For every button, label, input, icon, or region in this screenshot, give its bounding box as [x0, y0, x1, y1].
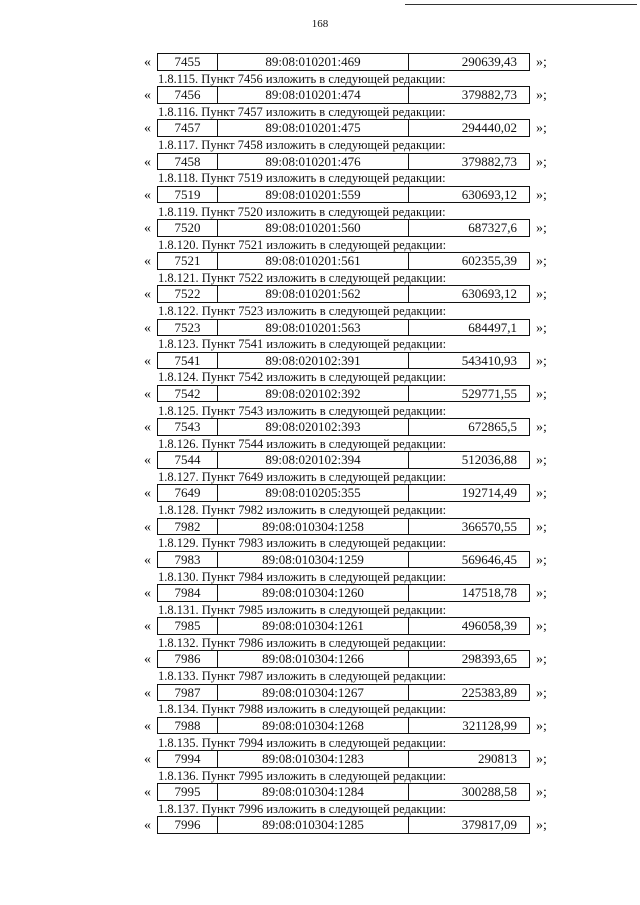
table-row	[140, 816, 570, 836]
item-number-cell: 7543	[158, 419, 218, 435]
item-number-cell: 7985	[158, 618, 218, 634]
amendment-caption: 1.8.133. Пункт 7987 изложить в следующей редакции:	[158, 669, 447, 684]
table-row	[140, 53, 570, 73]
cadastral-number-cell: 89:08:010201:562	[218, 286, 409, 302]
amendment-caption: 1.8.128. Пункт 7982 изложить в следующей редакции:	[158, 503, 447, 518]
cadastral-number-cell: 89:08:010304:1267	[218, 685, 409, 701]
page-number: 168	[311, 18, 329, 30]
cadastral-number-cell: 89:08:020102:394	[218, 452, 409, 468]
closing-quote: »;	[536, 552, 547, 568]
closing-quote: »;	[536, 519, 547, 535]
entry-table	[157, 750, 530, 768]
opening-quote: «	[144, 187, 151, 203]
amendment-caption: 1.8.130. Пункт 7984 изложить в следующей редакции:	[158, 569, 447, 584]
closing-quote: »;	[536, 353, 547, 369]
item-number-cell: 7520	[158, 220, 218, 236]
opening-quote: «	[144, 220, 151, 236]
top-rule	[405, 4, 637, 5]
closing-quote: »;	[536, 187, 547, 203]
closing-quote: »;	[536, 619, 547, 635]
cadastral-number-cell: 89:08:010304:1266	[218, 651, 409, 667]
cadastral-number-cell: 89:08:010201:563	[218, 320, 409, 336]
entry-table	[157, 816, 530, 834]
opening-quote: «	[144, 718, 151, 734]
item-number-cell: 7988	[158, 718, 218, 734]
cadastral-number-cell: 89:08:010201:561	[218, 253, 409, 269]
item-number-cell: 7455	[158, 54, 218, 70]
item-number-cell: 7987	[158, 685, 218, 701]
cadastral-number-cell: 89:08:010201:474	[218, 87, 409, 103]
table-row	[140, 518, 570, 538]
opening-quote: «	[144, 552, 151, 568]
entry-table	[157, 717, 530, 735]
closing-quote: »;	[536, 220, 547, 236]
amendment-caption: 1.8.124. Пункт 7542 изложить в следующей редакции:	[158, 370, 447, 385]
item-number-cell: 7986	[158, 651, 218, 667]
opening-quote: «	[144, 353, 151, 369]
closing-quote: »;	[536, 486, 547, 502]
table-row	[140, 86, 570, 106]
cadastral-number-cell: 89:08:010304:1268	[218, 718, 409, 734]
entry-table	[157, 153, 530, 171]
value-cell: 379882,73	[461, 153, 517, 169]
cadastral-number-cell: 89:08:010201:469	[218, 54, 409, 70]
entry-table	[157, 252, 530, 270]
value-cell: 512036,88	[461, 452, 517, 468]
opening-quote: «	[144, 619, 151, 635]
opening-quote: «	[144, 751, 151, 767]
table-row	[140, 484, 570, 504]
item-number-cell: 7456	[158, 87, 218, 103]
entry-table	[157, 684, 530, 702]
amendment-caption: 1.8.123. Пункт 7541 изложить в следующей редакции:	[158, 337, 447, 352]
closing-quote: »;	[536, 386, 547, 402]
amendment-caption: 1.8.117. Пункт 7458 изложить в следующей редакции:	[158, 138, 446, 153]
cadastral-number-cell: 89:08:020102:391	[218, 353, 409, 369]
cadastral-number-cell: 89:08:020102:393	[218, 419, 409, 435]
entry-table	[157, 783, 530, 801]
amendment-caption: 1.8.122. Пункт 7523 изложить в следующей редакции:	[158, 304, 447, 319]
table-row	[140, 186, 570, 206]
entry-table	[157, 53, 530, 71]
closing-quote: »;	[536, 88, 547, 104]
table-row	[140, 153, 570, 173]
table-row	[140, 584, 570, 604]
amendment-caption: 1.8.119. Пункт 7520 изложить в следующей редакции:	[158, 204, 446, 219]
cadastral-number-cell: 89:08:010201:476	[218, 154, 409, 170]
entry-table	[157, 352, 530, 370]
closing-quote: »;	[536, 154, 547, 170]
item-number-cell: 7994	[158, 751, 218, 767]
value-cell: 290813	[478, 750, 517, 766]
value-cell: 294440,02	[461, 120, 517, 136]
opening-quote: «	[144, 55, 151, 70]
item-number-cell: 7996	[158, 817, 218, 833]
cadastral-number-cell: 89:08:010304:1283	[218, 751, 409, 767]
table-row	[140, 285, 570, 305]
closing-quote: »;	[536, 685, 547, 701]
table-row	[140, 750, 570, 770]
value-cell: 496058,39	[461, 618, 517, 634]
closing-quote: »;	[536, 420, 547, 436]
cadastral-number-cell: 89:08:010304:1258	[218, 519, 409, 535]
closing-quote: »;	[536, 751, 547, 767]
closing-quote: »;	[536, 586, 547, 601]
table-row	[140, 418, 570, 438]
item-number-cell: 7541	[158, 353, 218, 369]
value-cell: 366570,55	[461, 518, 517, 534]
amendment-caption: 1.8.115. Пункт 7456 изложить в следующей редакции:	[158, 71, 446, 86]
cadastral-number-cell: 89:08:010205:355	[218, 485, 409, 501]
opening-quote: «	[144, 88, 151, 104]
entry-table	[157, 219, 530, 237]
table-row	[140, 119, 570, 139]
value-cell: 300288,58	[461, 784, 517, 800]
entry-table	[157, 617, 530, 635]
closing-quote: »;	[536, 818, 547, 834]
item-number-cell: 7523	[158, 320, 218, 336]
entry-table	[157, 86, 530, 104]
cadastral-number-cell: 89:08:010201:475	[218, 120, 409, 136]
table-row	[140, 617, 570, 637]
value-cell: 630693,12	[461, 186, 517, 202]
item-number-cell: 7522	[158, 286, 218, 302]
entry-table	[157, 418, 530, 436]
closing-quote: »;	[536, 121, 547, 137]
opening-quote: «	[144, 320, 151, 336]
item-number-cell: 7982	[158, 519, 218, 535]
opening-quote: «	[144, 785, 151, 801]
value-cell: 225383,89	[461, 684, 517, 700]
table-row	[140, 252, 570, 272]
table-row	[140, 783, 570, 803]
entry-table	[157, 484, 530, 502]
opening-quote: «	[144, 287, 151, 303]
opening-quote: «	[144, 154, 151, 170]
amendment-caption: 1.8.121. Пункт 7522 изложить в следующей редакции:	[158, 270, 447, 285]
opening-quote: «	[144, 586, 151, 601]
value-cell: 684497,1	[468, 319, 517, 335]
table-row	[140, 451, 570, 471]
opening-quote: «	[144, 685, 151, 701]
entry-table	[157, 650, 530, 668]
value-cell: 192714,49	[461, 485, 517, 501]
value-cell: 298393,65	[461, 651, 517, 667]
value-cell: 321128,99	[462, 717, 517, 733]
table-row	[140, 385, 570, 405]
closing-quote: »;	[536, 55, 547, 70]
entry-table	[157, 518, 530, 536]
amendment-caption: 1.8.132. Пункт 7986 изложить в следующей редакции:	[158, 635, 447, 650]
item-number-cell: 7458	[158, 154, 218, 170]
value-cell: 687327,6	[468, 219, 517, 235]
amendment-caption: 1.8.116. Пункт 7457 изложить в следующей редакции:	[158, 104, 446, 119]
cadastral-number-cell: 89:08:020102:392	[218, 386, 409, 402]
value-cell: 529771,55	[461, 385, 517, 401]
closing-quote: »;	[536, 652, 547, 668]
value-cell: 543410,93	[461, 352, 517, 368]
item-number-cell: 7649	[158, 485, 218, 501]
table-row	[140, 684, 570, 704]
item-number-cell: 7984	[158, 585, 218, 601]
cadastral-number-cell: 89:08:010304:1260	[218, 585, 409, 601]
entry-table	[157, 385, 530, 403]
entry-table	[157, 584, 530, 602]
item-number-cell: 7521	[158, 253, 218, 269]
cadastral-number-cell: 89:08:010201:560	[218, 220, 409, 236]
closing-quote: »;	[536, 287, 547, 303]
value-cell: 379882,73	[461, 87, 517, 103]
item-number-cell: 7519	[158, 187, 218, 203]
amendment-caption: 1.8.131. Пункт 7985 изложить в следующей редакции:	[158, 602, 447, 617]
amendment-caption: 1.8.137. Пункт 7996 изложить в следующей редакции:	[158, 801, 447, 816]
opening-quote: «	[144, 386, 151, 402]
closing-quote: »;	[536, 785, 547, 801]
table-row	[140, 717, 570, 737]
closing-quote: »;	[536, 718, 547, 734]
value-cell: 379817,09	[461, 817, 517, 833]
closing-quote: »;	[536, 320, 547, 336]
opening-quote: «	[144, 519, 151, 535]
opening-quote: «	[144, 818, 151, 834]
opening-quote: «	[144, 652, 151, 668]
amendment-caption: 1.8.120. Пункт 7521 изложить в следующей редакции:	[158, 237, 447, 252]
opening-quote: «	[144, 486, 151, 502]
entry-table	[157, 451, 530, 469]
amendment-caption: 1.8.129. Пункт 7983 изложить в следующей редакции:	[158, 536, 447, 551]
entry-table	[157, 186, 530, 204]
cadastral-number-cell: 89:08:010304:1259	[218, 552, 409, 568]
cadastral-number-cell: 89:08:010304:1261	[218, 618, 409, 634]
table-row	[140, 551, 570, 571]
table-row	[140, 319, 570, 339]
entry-table	[157, 119, 530, 137]
value-cell: 147518,78	[461, 585, 517, 600]
closing-quote: »;	[536, 453, 547, 469]
cadastral-number-cell: 89:08:010304:1285	[218, 817, 409, 833]
document-body	[140, 53, 570, 836]
opening-quote: «	[144, 453, 151, 469]
value-cell: 630693,12	[461, 286, 517, 302]
item-number-cell: 7995	[158, 784, 218, 800]
opening-quote: «	[144, 254, 151, 270]
item-number-cell: 7983	[158, 552, 218, 568]
entry-table	[157, 319, 530, 337]
amendment-caption: 1.8.134. Пункт 7988 изложить в следующей редакции:	[158, 702, 447, 717]
amendment-caption: 1.8.135. Пункт 7994 изложить в следующей редакции:	[158, 735, 447, 750]
amendment-caption: 1.8.118. Пункт 7519 изложить в следующей редакции:	[158, 171, 446, 186]
value-cell: 672865,5	[468, 419, 517, 435]
amendment-caption: 1.8.126. Пункт 7544 изложить в следующей редакции:	[158, 436, 447, 451]
value-cell: 290639,43	[461, 54, 517, 69]
table-row	[140, 219, 570, 239]
value-cell: 569646,45	[461, 551, 517, 567]
item-number-cell: 7544	[158, 452, 218, 468]
item-number-cell: 7542	[158, 386, 218, 402]
cadastral-number-cell: 89:08:010201:559	[218, 187, 409, 203]
amendment-caption: 1.8.136. Пункт 7995 изложить в следующей редакции:	[158, 768, 447, 783]
cadastral-number-cell: 89:08:010304:1284	[218, 784, 409, 800]
value-cell: 602355,39	[461, 253, 517, 269]
item-number-cell: 7457	[158, 120, 218, 136]
table-row	[140, 650, 570, 670]
closing-quote: »;	[536, 254, 547, 270]
amendment-caption: 1.8.125. Пункт 7543 изложить в следующей редакции:	[158, 403, 447, 418]
table-row	[140, 352, 570, 372]
amendment-caption: 1.8.127. Пункт 7649 изложить в следующей редакции:	[158, 470, 447, 485]
opening-quote: «	[144, 420, 151, 436]
entry-table	[157, 285, 530, 303]
opening-quote: «	[144, 121, 151, 137]
entry-table	[157, 551, 530, 569]
